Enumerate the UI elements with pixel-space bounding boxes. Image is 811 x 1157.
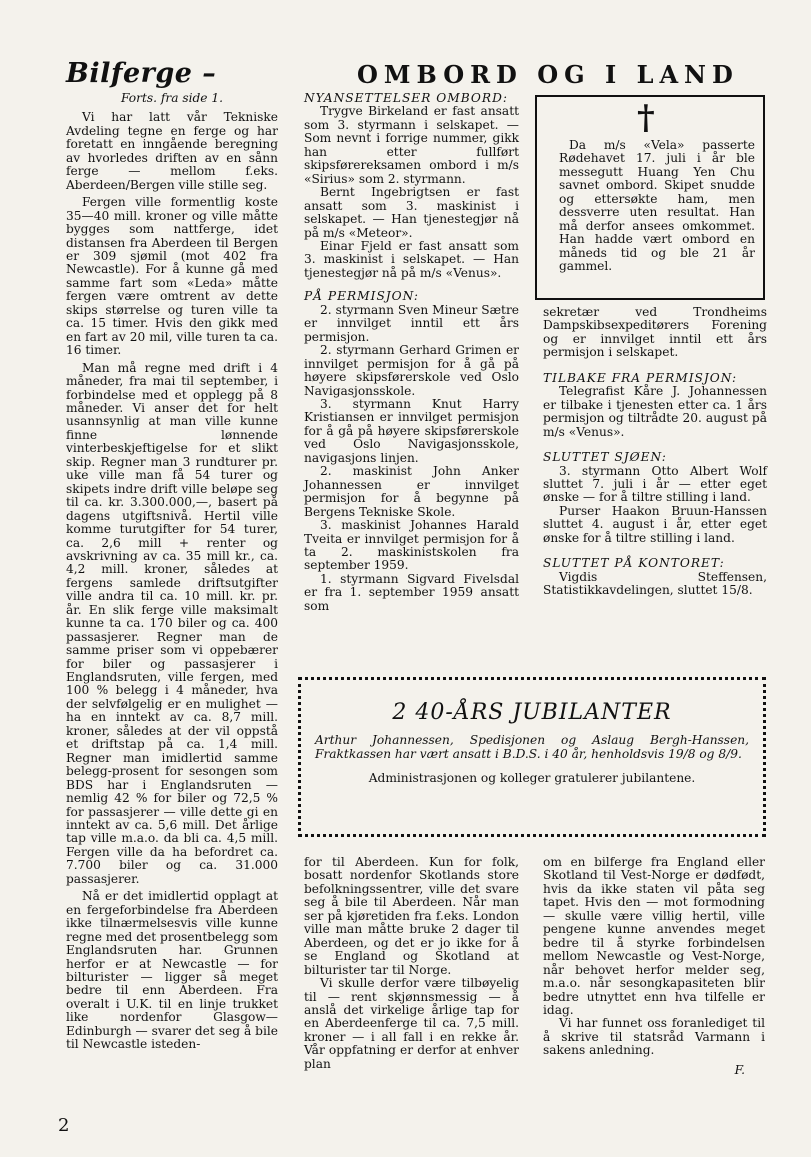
paragraph: sekretær ved Trondheims Dampskibsexpeditørers Forening og er innvilget inntil ett års permisjon i selskapet. [543, 305, 767, 360]
jubilee-note: Administrasjonen og kolleger gratulerer jubilantene. [368, 771, 696, 785]
jubilee-text: Arthur Johannessen, Spedisjonen og Aslaug Bergh-Hanssen, Fraktkassen har vært ansatt i B.D.S. i 40 år, henholdsvis 19/8 og 8/9. [315, 733, 749, 761]
page-number: 2 [58, 1115, 70, 1136]
paragraph: 3. maskinist Johannes Harald Tveita er innvilget permisjon for å ta 2. maskinistskolen fra september 1959. [304, 518, 519, 573]
signature: F. [734, 1062, 745, 1077]
section-heading: SLUTTET SJØEN: [543, 450, 667, 465]
ombord-column-2 [543, 306, 767, 598]
paragraph: om en bilferge fra England eller Skotland til Vest-Norge er dødfødt, hvis da ikke staten vil påta seg tapet. Hvis den — mot formodning — skulle være villig hertil, ville pengene kunne anvendes meget bedre til å styrke forbindelsen mellom Newcastle og Vest-Norge, når behovet herfor melder seg, m.a.o. når sesongkapasiteten blir bedre utnyttet enn hva tilfelle er idag. [543, 855, 765, 1017]
paragraph: 2. maskinist John Anker Johannessen er innvilget permisjon for å begynne på Bergens Tekniske Skole. [304, 464, 519, 519]
bilferge-heading: Bilferge – [66, 58, 217, 89]
paragraph: Vi har latt vår Tekniske Avdeling tegne en ferge og har foretatt en inngående beregning av hvorledes driften av en sånn ferge — mellom f.eks. Aberdeen/Bergen ville stille seg. [66, 110, 278, 192]
paragraph: Man må regne med drift i 4 måneder, fra mai til september, i forbindelse med et opplegg på 8 måneder. Vi anser det for helt usannsynlig at man ville kunne finne lønnende vinterbeskjeftigelse for et slikt skip. Regner man 3 rundturer pr. uke ville man få 54 turer og skipets indre drift ville beløpe seg til ca. kr. 3.300.000,—, basert på dagens utgiftsnivå. Hertil ville komme turutgifter for 54 turer, ca. 2,6 mill + renter og avskrivning av ca. 35 mill kr., ca. 4,2 mill. kroner, således at fergens samlede driftsutgifter ville andra til ca. 10 mill. kr. pr. år. En slik ferge ville maksimalt kunne ta ca. 170 biler og ca. 400 passasjerer. Regner man de samme priser som vi oppebærer for biler og passasjerer i Englandsruten, ville fergen, med 100 % belegg i 4 måneder, hva der selvfølgelig er en mulighet — ha en inntekt av ca. 8,7 mill. kroner, således at der vil oppstå et driftstap på ca. 1,4 mill. Regner man imidlertid samme belegg-prosent for sesongen som BDS har i Englandsruten — nemlig 42 % for biler og 72,5 % for passasjerer — ville dette gi en inntekt av ca. 5,6 mill. Det årlige tap ville m.a.o. da bli ca. 4,5 mill. Fergen ville da ha befordret ca. 7.700 biler og ca. 31.000 passasjerer. [66, 360, 278, 886]
paragraph: 3. styrmann Otto Albert Wolf sluttet 7. juli i år — etter eget ønske — for å tiltre stilling i land. [543, 463, 767, 505]
bilferge-column-3 [543, 856, 765, 1077]
paragraph: Vigdis Steffensen, Statistikkavdelingen, sluttet 15/8. [543, 569, 767, 598]
paragraph: Vi skulle derfor være tilbøyelig til — rent skjønnsmessig — å anslå det virkelige årlige tap for en Aberdeenferge til ca. 7,5 mill. kroner — i all fall i en rekke år. Vår oppfatning er derfor at enhver plan [304, 976, 519, 1071]
paragraph: Einar Fjeld er fast ansatt som 3. maskinist i selskapet. — Han tjenestegjør nå på m/s «Venus». [304, 238, 519, 280]
jubilee-box [298, 677, 766, 837]
paragraph: Telegrafist Kåre J. Johannessen er tilbake i tjenesten etter ca. 1 års permisjon og tiltrådte 20. august på m/s «Venus». [543, 384, 767, 439]
continued-note: Forts. fra side 1. [121, 91, 223, 105]
obituary-box [535, 95, 765, 300]
section-heading: PÅ PERMISJON: [304, 289, 420, 304]
ombord-column [304, 92, 519, 613]
paragraph: Trygve Birkeland er fast ansatt som 3. styrmann i selskapet. — Som nevnt i forrige nummer, gikk han etter fullført skipsførereksamen ombord i m/s «Sirius» som 2. styrmann. [304, 104, 519, 186]
obituary-text: Da m/s «Vela» passerte Rødehavet 17. juli i år ble messegutt Huang Yen Chu savnet ombord. Skipet snudde og ettersøkte ham, men dessverre uten resultat. Han må derfor ansees omkommet. Han hadde vært ombord en måneds tid og ble 21 år gammel. [559, 138, 755, 274]
cross-icon: † [637, 98, 655, 138]
paragraph: 3. styrmann Knut Harry Kristiansen er innvilget permisjon for å gå på høyere skipsførerskole ved Oslo Navigasjonsskole, navigasjons linjen. [304, 396, 519, 465]
section-heading: NYANSETTELSER OMBORD: [304, 91, 508, 105]
bilferge-column-2 [304, 856, 519, 1071]
paragraph: Purser Haakon Bruun-Hanssen sluttet 4. august i år, etter eget ønske for å tiltre stilling i land. [543, 503, 767, 545]
section-heading: TILBAKE FRA PERMISJON: [543, 370, 738, 385]
paragraph: Bernt Ingebrigtsen er fast ansatt som 3. maskinist i selskapet. — Han tjenestegjør nå på m/s «Meteor». [304, 185, 519, 240]
bilferge-column-1 [66, 92, 278, 1052]
paragraph: Fergen ville formentlig koste 35—40 mill. kroner og ville måtte bygges som nattferge, idet distansen fra Aberdeen til Bergen er 309 sjømil (mot 402 fra Newcastle). For å kunne gå med samme fart som «Leda» måtte fergen være omtrent av dette skips størrelse og turen ville ta ca. 15 timer. Hvis den gikk med en fart av 20 mil, ville turen ta ca. 16 timer. [66, 195, 278, 358]
paragraph: 2. styrmann Gerhard Grimen er innvilget permisjon for å gå på høyere skipsførerskole ved Oslo Navigasjonsskole. [304, 343, 519, 398]
paragraph: 1. styrmann Sigvard Fivelsdal er fra 1. september 1959 ansatt som [304, 571, 519, 613]
paragraph: for til Aberdeen. Kun for folk, bosatt nordenfor Skotlands store befolkningssentrer, ville det svare seg å bile til Aberdeen. Når man ser på kjøretiden fra f.eks. London ville man måtte bruke 2 dager til Aberdeen, og det er jo ikke for å se England og Skotland at bilturister tar til Norge. [304, 855, 519, 977]
paragraph: 2. styrmann Sven Mineur Sætre er innvilget inntil ett års permisjon. [304, 302, 519, 344]
ombord-heading: OMBORD OG I LAND [357, 60, 739, 89]
paragraph: Vi har funnet oss foranlediget til å skrive til statsråd Varmann i sakens anledning. [543, 1016, 765, 1058]
jubilee-title: 2 40-ÅRS JUBILANTER [392, 700, 672, 725]
section-heading: SLUTTET PÅ KONTORET: [543, 556, 725, 571]
paragraph: Nå er det imidlertid opplagt at en fergeforbindelse fra Aberdeen ikke tilnærmelsesvis ville kunne regne med det prosentbelegg som Englandsruten har. Grunnen herfor er at Newcastle — for bilturister — ligger så meget bedre til enn Aberdeen. Fra overalt i U.K. til en linje trukket like nordenfor Glasgow—Edinburgh — svarer det seg å bile til Newcastle isteden- [66, 889, 278, 1052]
